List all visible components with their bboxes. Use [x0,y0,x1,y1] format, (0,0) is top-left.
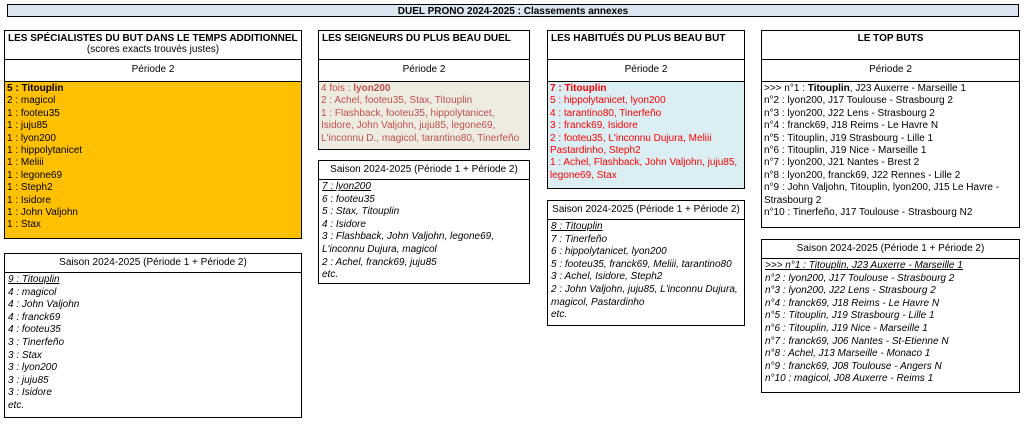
section-title: LES SPÉCIALISTES DU BUT DANS LE TEMPS ADDITIONNEL [8,33,298,44]
count-prefix: 4 fois : [321,83,354,94]
list-item: 8 : Titouplin [551,221,603,232]
list-item: 3 : franck69, Isidore [550,120,638,132]
period-label: Période 2 [318,60,530,82]
list-item: n°7 : franck69, J06 Nantes - St-Etienne N [765,335,949,347]
list-item: 4 : franck69 [8,311,61,323]
season-header: Saison 2024-2025 (Période 1 + Période 2) [318,160,530,180]
column-best-goal-regulars [547,30,745,326]
list-item [321,83,527,95]
list-item: 5 : hippolytanicet, lyon200 [550,95,666,107]
list-item: n°9 : John Valjohn, Titouplin, lyon200, J15 Le Havre - Strasbourg 2 [764,182,1000,206]
list-item: 3 : Achel, Isidore, Steph2 [551,271,663,283]
list-item: 5 : Titouplin [7,83,64,94]
list-item: 4 : John Valjohn [8,299,80,311]
list-item: n°8 : lyon200, franck69, J22 Rennes - Lille 2 [764,169,961,181]
list-item: n°7 : lyon200, J21 Nantes - Brest 2 [764,157,920,169]
season-header: Saison 2024-2025 (Période 1 + Période 2) [761,239,1020,259]
list-item: 7 : Titouplin [550,83,607,94]
season-ranking [547,220,745,326]
list-item: n°5 : Titouplin, J19 Strasbourg - Lille 1 [764,132,934,144]
list-item: 1 : Flashback, footeu35, hippolytanicet, Isidore, John Valjohn, juju85, legone69, L'inconnu D., magicol, tarantino80, Tinerfeño [321,107,520,144]
rank-prefix: >>> n°1 : [764,83,808,94]
list-item: 1 : footeu35 [7,107,60,119]
list-item: 3 : Flashback, John Valjohn, legone69, L'inconnu Dujura, magicol [322,231,494,255]
list-item: etc. [551,309,568,321]
list-item: etc. [322,269,339,281]
list-item: 1 : lyon200 [7,132,56,144]
section-header [547,30,745,60]
list-item: 3 : lyon200 [8,362,57,374]
period-ranking [4,82,302,239]
list-item: n°10 : Tinerfeño, J17 Toulouse - Strasbourg N2 [764,207,973,219]
list-item: 7 : lyon200 [322,181,371,192]
list-item: n°4 : franck69, J18 Reims - Le Havre N [764,120,939,132]
list-item: 1 : Steph2 [7,182,53,194]
list-item: 1 : Achel, Flashback, John Valjohn, juju85, legone69, Stax [550,157,738,181]
season-ranking [761,259,1020,393]
list-item: n°8 : Achel, J13 Marseille - Monaco 1 [765,348,931,360]
column-top-goals [761,30,1020,393]
list-item: n°5 : Titouplin, J19 Strasbourg - Lille 1 [765,310,935,322]
list-item: 4 : tarantino80, Tinerfeño [550,107,662,119]
list-item: n°3 : lyon200, J22 Lens - Strasbourg 2 [765,285,936,297]
list-item: 7 : Tinerfeño [551,233,608,245]
season-ranking [4,273,302,418]
list-item: 1 : Isidore [7,194,51,206]
list-item: >>> n°1 : Titouplin, J23 Auxerre - Marseille 1 [765,260,963,271]
list-item: etc. [8,399,25,411]
section-subtitle: (scores exacts trouvés justes) [86,44,220,55]
list-item: 3 : Tinerfeño [8,336,65,348]
list-item: n°4 : franck69, J18 Reims - Le Havre N [765,297,940,309]
list-item: n°2 : lyon200, J17 Toulouse - Strasbourg 2 [765,272,955,284]
list-item: 1 : Stax [7,219,41,231]
list-item: 2 : Achel, footeu35, Stax, Titouplin [321,95,473,107]
leader-name: Titouplin [807,83,850,94]
section-title: LE TOP BUTS [857,33,924,44]
list-item: 2 : Achel, franck69, juju85 [322,256,437,268]
period-ranking [761,82,1020,228]
season-ranking [318,180,530,284]
list-item: 1 : juju85 [7,120,48,132]
period-label: Période 2 [4,60,302,82]
list-item: 1 : hippolytanicet [7,145,83,157]
list-item: 4 : footeu35 [8,324,61,336]
section-header [4,30,302,60]
leader-name: lyon200 [353,83,391,94]
list-item: 2 : John Valjohn, juju85, L'inconnu Dujura, magicol, Pastardinho [551,283,738,308]
column-best-duel [318,30,530,284]
list-item: n°2 : lyon200, J17 Toulouse - Strasbourg 2 [764,95,953,107]
season-header: Saison 2024-2025 (Période 1 + Période 2) [547,200,745,220]
list-item: 4 : Isidore [322,218,366,230]
list-item: n°10 : magicol, J08 Auxerre - Reims 1 [765,373,934,385]
list-item: n°6 : Titouplin, J19 Nice - Marseille 1 [764,145,927,157]
list-item: n°3 : lyon200, J22 Lens - Strasbourg 2 [764,107,935,119]
period-ranking [318,82,530,150]
period-ranking [547,82,745,189]
list-item: 5 : footeu35, franck69, Meliii, tarantino80 [551,258,732,270]
section-title: LES SEIGNEURS DU PLUS BEAU DUEL [322,33,511,44]
list-item: 1 : John Valjohn [7,207,78,219]
list-item: 6 : hippolytanicet, lyon200 [551,246,667,258]
list-item: 3 : juju85 [8,374,49,386]
page-banner: DUEL PRONO 2024-2025 : Classements annexes [7,4,1019,17]
match-detail: , J23 Auxerre - Marseille 1 [849,83,966,94]
list-item: 2 : footeu35, L'inconnu Dujura, Meliii Pastardinho, Steph2 [550,132,712,157]
list-item: 1 : Meliii [7,157,44,169]
list-item [764,83,1017,95]
list-item: 3 : Isidore [8,387,52,399]
list-item: 3 : Stax [8,349,42,361]
list-item: 1 : legone69 [7,169,63,181]
period-label: Période 2 [761,60,1020,82]
list-item: 6 : footeu35 [322,193,375,205]
column-extra-time-specialists [4,30,302,418]
list-item: n°6 : Titouplin, J19 Nice - Marseille 1 [765,322,928,334]
period-label: Période 2 [547,60,745,82]
section-header [318,30,530,60]
list-item: 5 : Stax, Titouplin [322,206,400,218]
list-item: 4 : magicol [8,286,57,298]
list-item: 9 : Titouplin [8,274,60,285]
list-item: 2 : magicol [7,95,56,107]
list-item: n°9 : franck69, J08 Toulouse - Angers N [765,360,942,372]
season-header: Saison 2024-2025 (Période 1 + Période 2) [4,253,302,273]
section-title: LES HABITUÉS DU PLUS BEAU BUT [551,33,726,44]
section-header [761,30,1020,60]
